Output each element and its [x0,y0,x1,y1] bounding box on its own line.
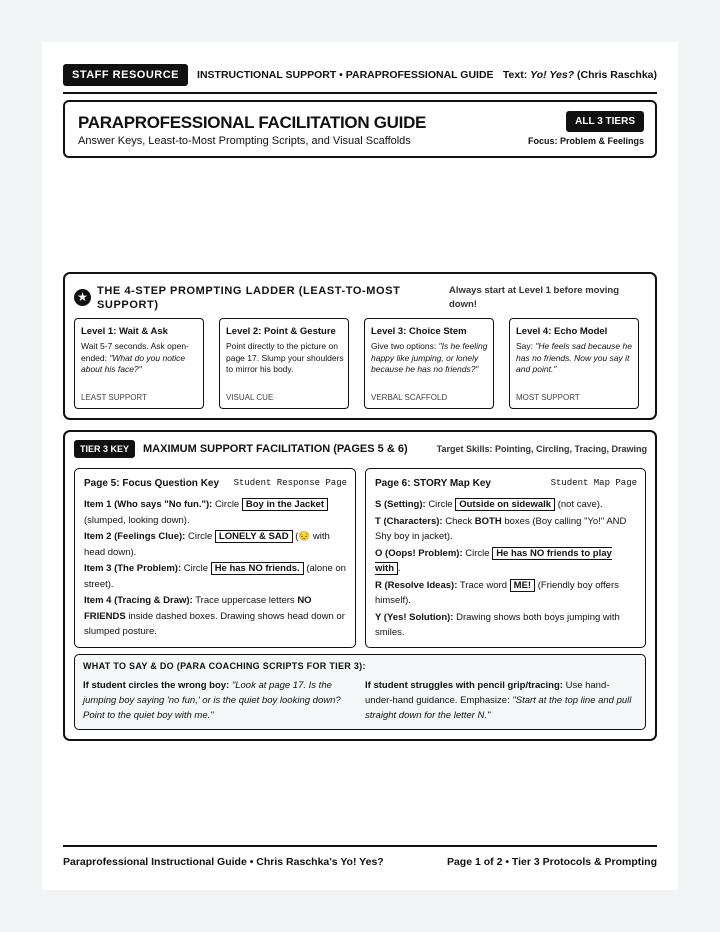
header-bar [63,63,657,87]
ladder-note: Always start at Level 1 before moving down! [449,285,620,310]
item-text: (slumped, looking down). [84,514,190,526]
text-title: Yo! Yes? [530,69,575,81]
text-label: Text: [502,69,528,81]
title-box [63,100,657,158]
target-skills: Target Skills: Pointing, Circling, Tracing, Drawing [436,444,647,454]
level-desc-quote: "Is he feeling happy like jumping, or lonely because he has no friends?" [371,341,488,374]
level-desc-quote: "He feels sad because he has no friends. Now you say it and point." [516,341,632,374]
text-author: (Chris Raschka) [577,69,657,81]
level-footer: VISUAL CUE [226,393,274,402]
item-label: R (Resolve Ideas): [375,579,458,591]
script-text: Use hand-under-hand guidance. Emphasize: [365,680,610,706]
level-desc-text: Point directly to the picture on page 17. Slump your shoulders to mirror his body. [226,341,344,374]
level-card-3 [364,318,494,409]
level-desc-text: Wait 5-7 seconds. Ask open-ended: [81,341,189,363]
story-map-list [375,497,639,641]
tier3-heading: MAXIMUM SUPPORT FACILITATION (PAGES 5 & 6) [143,443,408,455]
item-text: Trace word [459,579,508,591]
item-text: boxes (Boy calling "Yo!" AND Shy boy in jacket). [375,515,627,542]
item-text: with head down). [84,531,330,558]
item-emphasis: BOTH [474,515,502,527]
level-card-4 [509,318,639,409]
item-text: (alone on street). [84,563,346,590]
item-text: Circle [214,499,240,510]
item-text: inside dashed boxes. Drawing shows head down or slumped posture. [84,610,345,637]
item-text: Trace uppercase letters [195,595,295,606]
level-desc-quote: "What do you notice about his face?" [81,352,186,374]
sad-face-icon: 😔 [298,531,311,542]
staff-resource-badge: STAFF RESOURCE [63,64,188,86]
item-text: (not cave). [557,499,603,510]
story-item-s [375,497,639,513]
level-footer: VERBAL SCAFFOLD [371,393,448,402]
category-label: INSTRUCTIONAL SUPPORT • PARAPROFESSIONAL GUIDE [197,69,494,81]
level-desc [371,341,489,376]
document-page [42,42,678,890]
item-text: Check [445,515,473,527]
card-ref: Student Map Page [550,478,637,488]
footer-divider [63,845,657,847]
tier3-section [63,430,657,741]
level-title: Level 3: Choice Stem [371,326,467,337]
item-label: Item 2 (Feelings Clue): [84,531,186,542]
script-pencil-grip [365,678,635,723]
level-title: Level 2: Point & Gesture [226,326,336,337]
script-quote: "Start at the top line and pull straight down for the letter N." [365,695,632,721]
item-label: Item 4 (Tracing & Draw): [84,595,193,606]
story-item-r [375,578,639,609]
script-label: If student circles the wrong boy: [83,680,230,691]
answer-box: LONELY & SAD [215,530,293,543]
ladder-heading: THE 4-STEP PROMPTING LADDER (LEAST-TO-MOST SUPPORT) [97,285,401,311]
story-item-t [375,514,639,545]
card-title: Page 5: Focus Question Key [84,478,220,489]
page5-key-card [74,468,356,648]
level-title: Level 4: Echo Model [516,326,608,337]
level-desc [516,341,634,376]
card-title: Page 6: STORY Map Key [375,478,491,489]
answer-item-2: Item 2 (Feelings Clue): Circle LONELY & SAD (😔 with head down). [84,531,330,558]
level-footer: MOST SUPPORT [516,393,580,402]
tier3-badge: TIER 3 KEY [74,440,135,458]
item-emphasis: NO FRIENDS [84,595,312,622]
item-text: (Friendly boy offers himself). [375,579,619,606]
coaching-scripts-box [74,654,646,730]
level-desc-text: Say: [516,341,536,351]
level-card-1 [74,318,204,409]
prompting-ladder-section [63,272,657,420]
answer-box: He has NO friends to play with [375,547,612,574]
item-text: . [398,563,401,574]
item-label: Item 1 (Who says "No fun."): [84,499,213,510]
item-text: Circle [183,563,209,574]
script-wrong-boy [83,678,353,723]
item-label: Item 3 (The Problem): [84,563,182,574]
scripts-heading: WHAT TO SAY & DO (PARA COACHING SCRIPTS FOR TIER 3): [83,661,366,671]
page-subtitle: Answer Keys, Least-to-Most Prompting Scripts, and Visual Scaffolds [78,135,411,147]
footer-right: Page 1 of 2 • Tier 3 Protocols & Prompting [446,856,657,868]
item-label: O (Oops! Problem): [375,547,463,559]
item-label: S (Setting): [375,499,426,510]
answer-item-4 [84,593,348,640]
level-title: Level 1: Wait & Ask [81,326,168,337]
star-icon: ★ [74,289,91,306]
answer-box: He has NO friends. [211,562,304,575]
item-text: Circle [188,531,213,542]
text-reference [503,69,657,81]
answer-list [84,497,348,640]
script-label: If student struggles with pencil grip/tracing: [365,680,563,691]
card-ref: Student Response Page [233,478,347,488]
page6-key-card [365,468,646,648]
level-desc-text: Give two options: [371,341,439,351]
level-desc [81,341,199,376]
header-divider [63,92,657,94]
level-desc [226,341,344,376]
answer-box: Outside on sidewalk [455,498,555,511]
answer-item-3 [84,561,348,592]
level-footer: LEAST SUPPORT [81,393,147,402]
answer-box: Boy in the Jacket [242,498,328,511]
level-card-2 [219,318,349,409]
tier-badge: ALL 3 TIERS [566,111,644,132]
script-quote: "Look at page 17. Is the jumping boy saying 'no fun,' or is the quiet boy looking down? Point to the quiet boy with me." [83,680,341,721]
page-title: PARAPROFESSIONAL FACILITATION GUIDE [78,113,427,132]
story-item-y [375,610,639,641]
item-label: Y (Yes! Solution): [375,611,454,623]
answer-item-1 [84,497,348,528]
story-item-o [375,546,639,577]
focus-label: Focus: Problem & Feelings [527,136,644,146]
item-label: T (Characters): [375,515,443,527]
item-text: Drawing shows both boys jumping with smiles. [375,611,620,638]
answer-box: ME! [510,579,535,592]
item-text: Circle [428,499,453,510]
footer-left: Paraprofessional Instructional Guide • Chris Raschka's Yo! Yes? [63,856,384,868]
item-text: Circle [465,547,490,559]
